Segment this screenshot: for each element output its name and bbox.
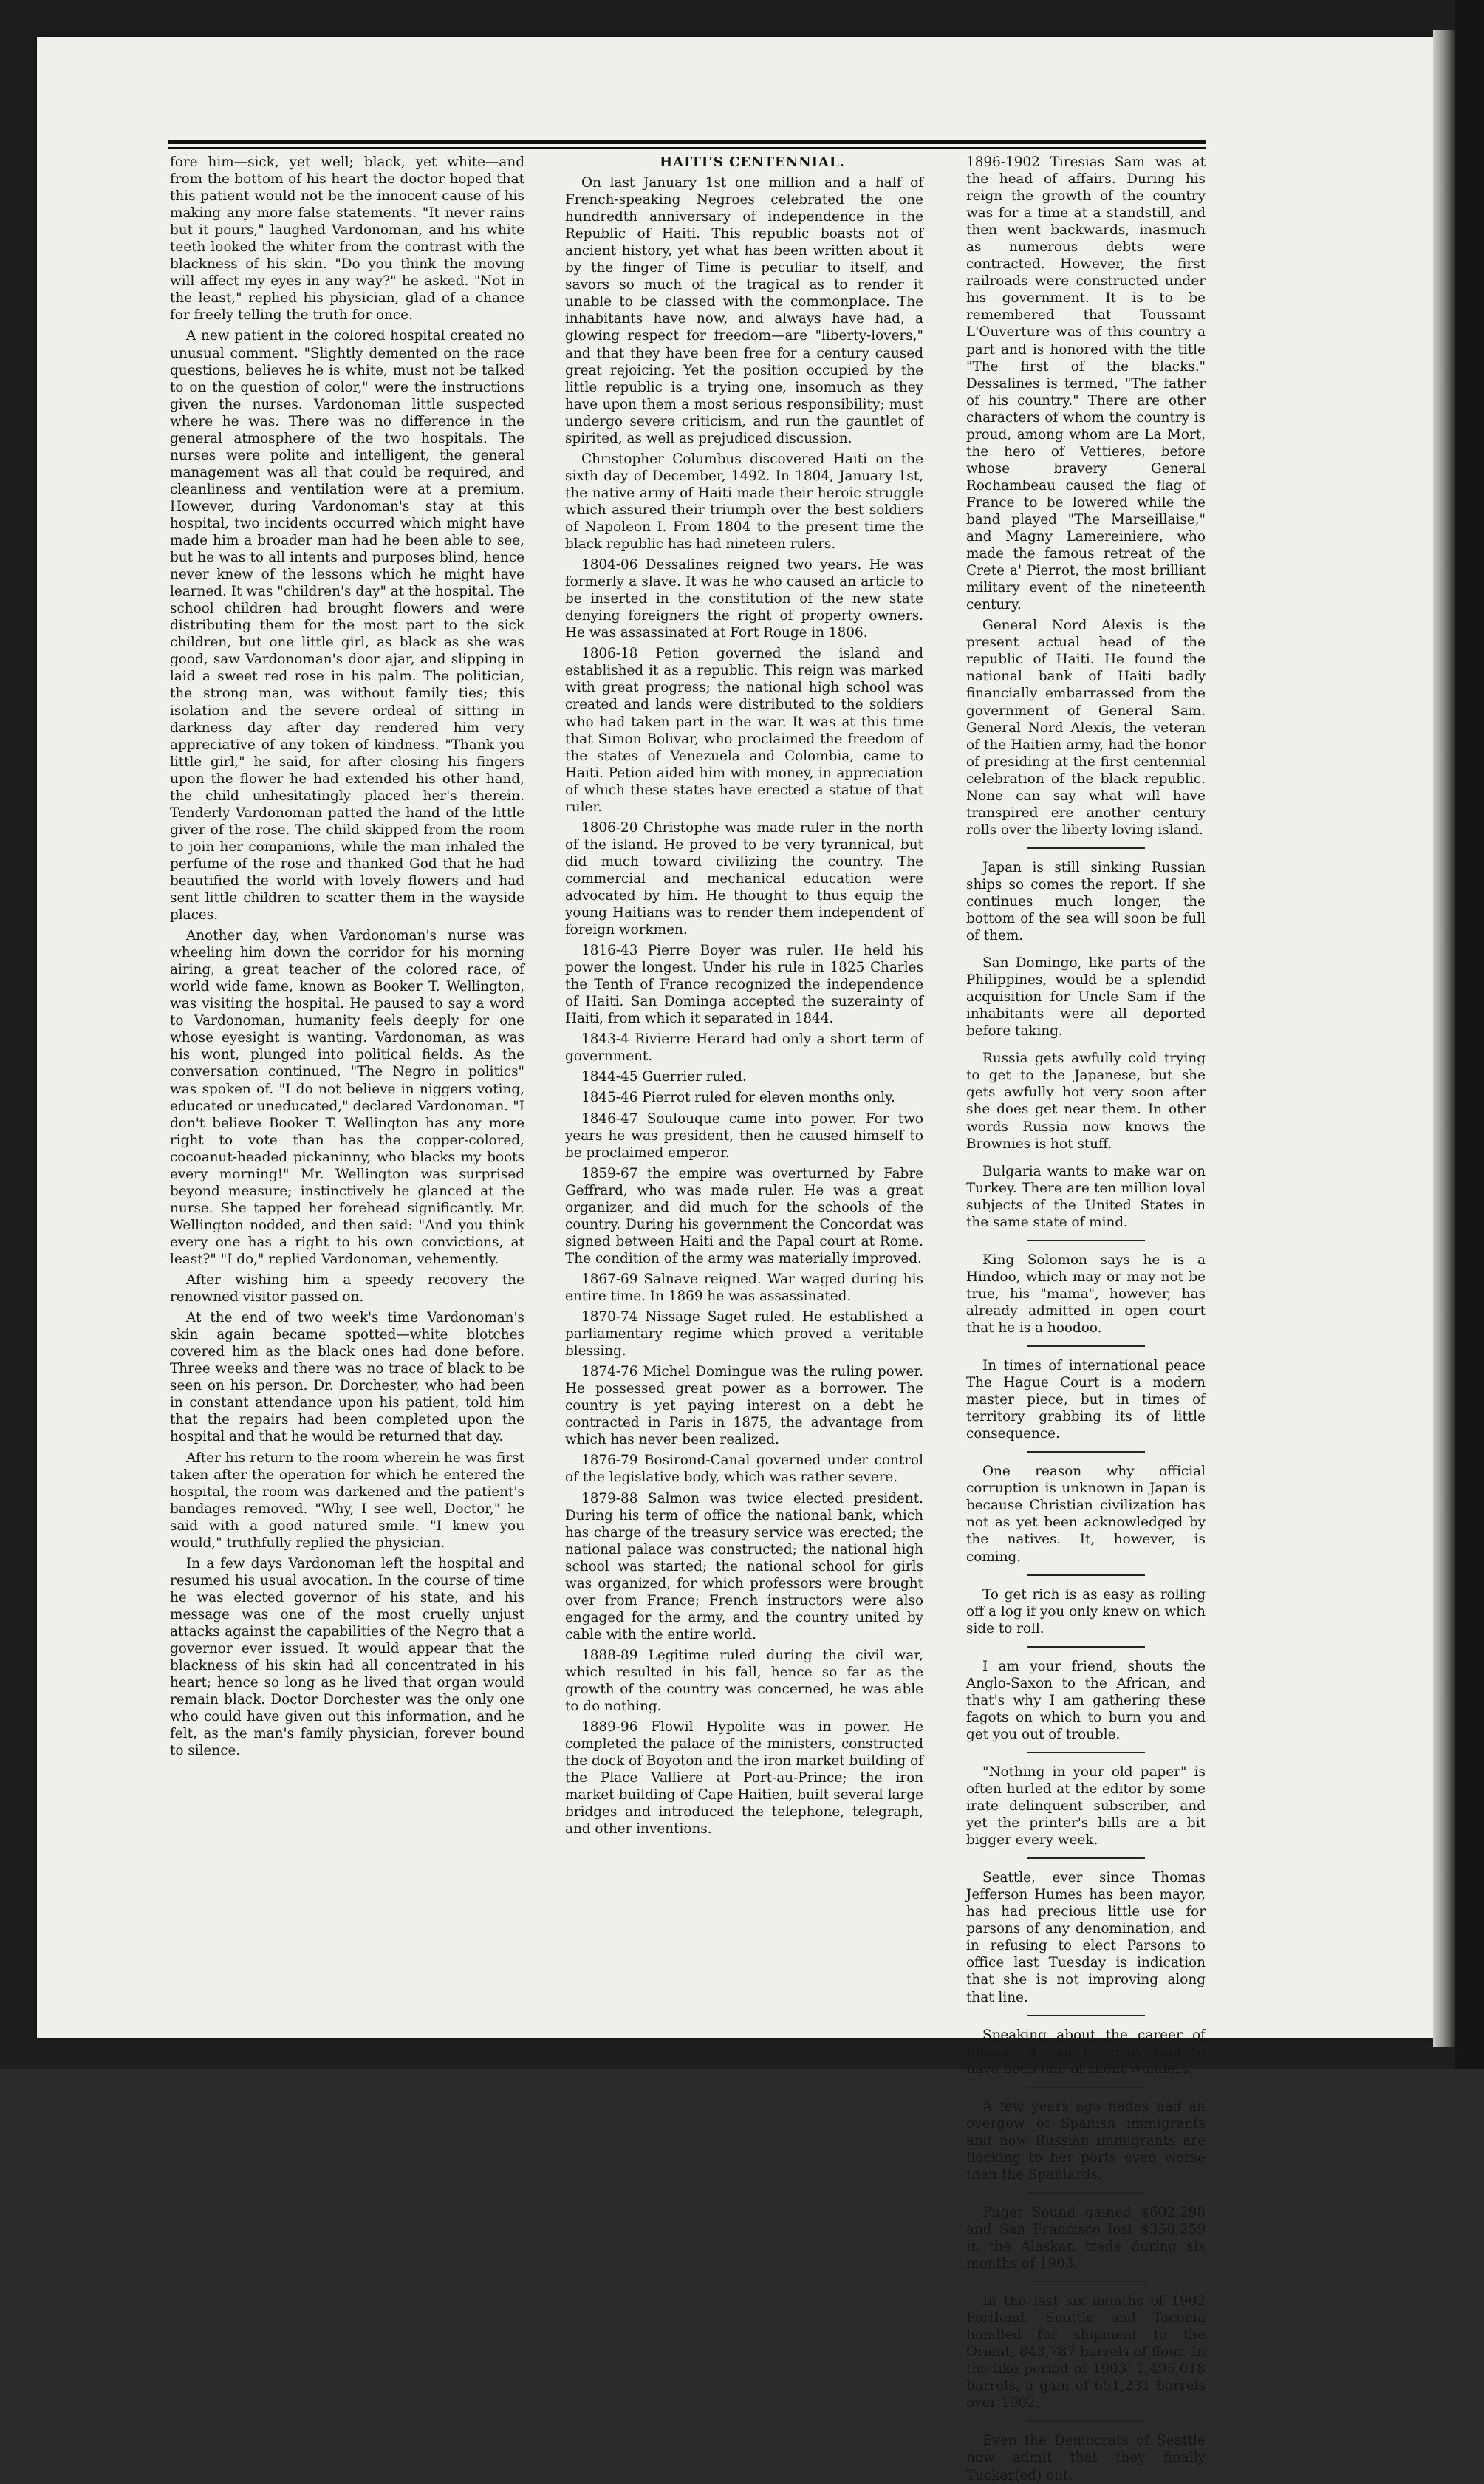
news-item: "Nothing in your old paper" is often hurled at the editor by some irate delinquent subscriber, and yet the printer's bills are a bit bigger every week. — [966, 1764, 1206, 1849]
separator — [1027, 2087, 1145, 2088]
paragraph: 1806-18 Petion governed the island and established it as a republic. This reign was marked with great progress; the national high school was created and lands were distributed to the soldiers who had taken part in the war. It was at this time that Simon Bolivar, who proclaimed the freedom of the states of Venezuela and Colombia, came to Haiti. Petion aided him with money, in appreciation of which these states have erected a statue of that ruler. — [565, 646, 923, 815]
paragraph: 1816-43 Pierre Boyer was ruler. He held his power the longest. Under his rule in 1825 Charles the Tenth of France recognized the independence of Haiti. San Dominga accepted the suzerainty of Haiti, from which it separated in 1844. — [565, 943, 923, 1027]
scan-border — [1455, 0, 1484, 2069]
separator — [1027, 1574, 1145, 1576]
column-middle — [565, 154, 923, 1838]
paragraph: A new patient in the colored hospital created no unusual comment. "Slightly demented on the race questions, believes he is white, must not be talked to on the question of color," were the instructions given the nurses. Vardonoman little suspected where he was. There was no difference in the general atmosphere of the two hospitals. The nurses were polite and intelligent, the general management was all that could be required, and cleanliness and ventilation were at a premium. However, during Vardonoman's stay at this hospital, two incidents occurred which might have made him a broader man had he been able to see, but he was to all intents and purposes blind, hence never knew of the lessons which he might have learned. It was "children's day" at the hospital. The school children had brought flowers and were distributing them for the most part to the sick children, but one little girl, as black as she was good, saw Vardonoman's door ajar, and slipping in laid a sweet red rose in his palm. The politician, the strong man, was without family ties; this isolation and the severe ordeal of sitting in darkness day after day rendered him very appreciative of any token of kindness. "Thank you little girl," he said, for after closing his fingers upon the flower he had extended his other hand, the child unhesitatingly placed her's therein. Tenderly Vardonoman patted the hand of the little giver of the rose. The child skipped from the room to join her companions, while the man inhaled the perfume of the rose and thanked God that he had beautified the world with lovely flowers and had sent little children to scatter them in the wayside places. — [170, 328, 524, 924]
spacer — [966, 944, 1206, 955]
news-item: I am your friend, shouts the Anglo-Saxon to the African, and that's why I am gathering these fagots on which to burn you and get you out of trouble. — [966, 1658, 1206, 1742]
column-right — [966, 154, 1206, 2484]
separator — [1027, 847, 1145, 849]
paragraph: 1896-1902 Tiresias Sam was at the head of affairs. During his reign the growth of the country was for a time at a standstill, and then went backwards, inasmuch as numerous debts were contracted. However, the first railroads were constructed under his government. It is to be remembered that Toussaint L'Ouverture was of this country a part and is honored with the title "The first of the blacks." Dessalines is termed, "The father of his country." There are other characters of whom the country is proud, among whom are La Mort, the hero of Vettieres, before whose bravery General Rochambeau caused the flag of France to be lowered while the band played "The Marseillaise," and Magny Lamereiniere, who made the famous retreat of the Crete a' Pierrot, the most brilliant military event of the nineteenth century. — [966, 154, 1206, 613]
spacer — [966, 1153, 1206, 1163]
paragraph: 1806-20 Christophe was made ruler in the north of the island. He proved to be very tyrannical, but did much toward civilizing the country. The commercial and mechanical education were advocated by him. He thought to thus equip the young Haitians was to render them independent of foreign workmen. — [565, 819, 923, 938]
paragraph: General Nord Alexis is the present actual head of the republic of Haiti. He found the national bank of Haiti badly financially embarrassed from the government of General Sam. General Nord Alexis, the veteran of the Haitien army, had the honor of presiding at the first centennial celebration of the black republic. None can say what will have transpired ere another century rolls over the liberty loving island. — [966, 618, 1206, 838]
separator — [1027, 1646, 1145, 1648]
paragraph: After wishing him a speedy recovery the renowned visitor passed on. — [170, 1272, 524, 1306]
paragraph: Another day, when Vardonoman's nurse was wheeling him down the corridor for his morning airing, a great teacher of the colored race, of world wide fame, known as Booker T. Wellington, was visiting the hospital. He paused to say a word to Vardonoman, humanity feels deeply for one whose eyesight is wanting. Vardonoman, as was his wont, plunged into political fields. As the conversation continued, "The Negro in politics" was spoken of. "I do not believe in niggers voting, educated or uneducated," declared Vardonoman. "I don't believe Booker T. Wellington has any more right to vote than has the copper-colored, cocoanut-headed pickaninny, who blacks my boots every morning!" Mr. Wellington was surprised beyond measure; instinctively he glanced at the nurse. She tapped her forehead significantly. Mr. Wellington nodded, and then said: "And you think every one has a right to his own convictions, at least?" "I do," replied Vardonoman, vehemently. — [170, 928, 524, 1267]
paragraph: 1888-89 Legitime ruled during the civil war, which resulted in his fall, hence so far as the growth of the country was concerned, he was able to do nothing. — [565, 1647, 923, 1715]
paragraph: 1804-06 Dessalines reigned two years. He was formerly a slave. It was he who caused an article to be inserted in the constitution of the new state denying foreigners the right of property owners. He was assassinated at Fort Rouge in 1806. — [565, 557, 923, 641]
separator — [1027, 2192, 1145, 2194]
news-item: San Domingo, like parts of the Philippines, would be a splendid acquisition for Uncle Sam if the inhabitants were all deported before taking. — [966, 955, 1206, 1040]
paragraph: Christopher Columbus discovered Haiti on the sixth day of December, 1492. In 1804, January 1st, the native army of Haiti made their heroic struggle which assured their triumph over the best soldiers of Napoleon I. From 1804 to the present time the black republic has had nineteen rulers. — [565, 451, 923, 553]
news-item: In the last six months of 1902 Portland, Seattle and Tacoma handled for shipment to the Orient, 843,787 barrels of flour. In the like period of 1903, 1,495,018 barrels, a gain of 651,231 barrels over 1902. — [966, 2293, 1206, 2412]
paragraph: 1874-76 Michel Domingue was the ruling power. He possessed great power as a borrower. The country is yet paying interest on a debt he contracted in Paris in 1875, the advantage from which has never been realized. — [565, 1364, 923, 1448]
separator — [1027, 1752, 1145, 1753]
paragraph: On last January 1st one million and a half of French-speaking Negroes celebrated the one hundredth anniversary of independence in the Republic of Haiti. This republic boasts not of ancient history, yet what has been written about it by the finger of Time is peculiar to itself, and savors so much of the tragical as to render it unable to be classed with the commonplace. The inhabitants have now, and always have had, a glowing respect for freedom—are "liberty-lovers," and that they have been free for a century caused great rejoicing. Yet the position occupied by the little republic is a trying one, insomuch as they have upon them a most serious responsibility; must undergo severe criticism, and run the gauntlet of spirited, as well as prejudiced discussion. — [565, 175, 923, 446]
news-item: Speaking about the career of Edison, it can be truly said to have been one of silent wonders. — [966, 2027, 1206, 2077]
news-item: Even the Democrats of Seattle now admit that they finally Tucker(ed) out. — [966, 2433, 1206, 2483]
paragraph: 1870-74 Nissage Saget ruled. He established a parliamentary regime which proved a veritable blessing. — [565, 1309, 923, 1359]
separator — [1027, 1451, 1145, 1453]
paragraph: 1844-45 Guerrier ruled. — [581, 1069, 747, 1085]
page-edge — [1433, 30, 1455, 2047]
separator — [1027, 1857, 1145, 1859]
column-left — [170, 154, 524, 1759]
header-rule-thin — [168, 147, 1206, 149]
paragraph: 1843-4 Rivierre Herard had only a short term of government. — [565, 1031, 923, 1065]
news-item: Bulgaria wants to make war on Turkey. There are ten million loyal subjects of the United States in the same state of mind. — [966, 1163, 1206, 1230]
paragraph: 1867-69 Salnave reigned. War waged during his entire time. In 1869 he was assassinated. — [565, 1271, 923, 1304]
news-item: Puget Sound gained $602,298 and San Francisco lost $350,259 in the Alaskan trade during six months of 1903. — [966, 2204, 1206, 2272]
spacer — [966, 1040, 1206, 1050]
separator — [1027, 1345, 1145, 1347]
separator — [1027, 2015, 1145, 2016]
separator — [1027, 2281, 1145, 2282]
header-rule — [168, 140, 1206, 144]
paragraph: 1859-67 the empire was overturned by Fabre Geffrard, who was made ruler. He was a great organizer, and did much for the schools of the country. During his government the Concordat was signed between Haiti and the Papal court at Rome. The condition of the army was materially improved. — [565, 1165, 923, 1266]
paragraph: In a few days Vardonoman left the hospital and resumed his usual avocation. In the course of time he was elected governor of his state, and his message was one of the most cruelly unjust attacks against the capabilities of the Negro that a governor ever issued. It would appear that the blackness of his skin had all concentrated in his heart; hence so long as he lived that organ would remain black. Doctor Dorchester was the only one who could have given out this information, and he felt, as the man's family physician, forever bound to silence. — [170, 1555, 524, 1759]
paragraph: 1889-96 Flowil Hypolite was in power. He completed the palace of the ministers, constructed the dock of Boyoton and the iron market building of the Place Valliere at Port-au-Prince; the iron market building of Cape Haitien, built several large bridges and introduced the telephone, telegraph, and other inventions. — [565, 1719, 923, 1838]
news-item: To get rich is as easy as rolling off a log if you only knew on which side to roll. — [966, 1586, 1206, 1637]
separator — [1027, 1240, 1145, 1241]
article-heading: HAITI'S CENTENNIAL. — [660, 154, 845, 170]
news-item: Japan is still sinking Russian ships so comes the report. If she continues much longer, the bottom of the sea will soon be full of them. — [966, 859, 1206, 944]
news-item: Russia gets awfully cold trying to get to the Japanese, but she gets awfully hot very soon after she does get near them. In other words Russia now knows the Brownies is hot stuff. — [966, 1051, 1206, 1152]
news-item: One reason why official corruption is unknown in Japan is because Christian civilization has not as yet been acknowledged by the natives. It, however, is coming. — [966, 1464, 1206, 1565]
news-item: Seattle, ever since Thomas Jefferson Humes has been mayor, has had precious little use for parsons of any denomination, and in refusing to elect Parsons to office last Tuesday is indication that she is not improving along that line. — [966, 1870, 1206, 2005]
paragraph: 1879-88 Salmon was twice elected president. During his term of office the national bank, which has charge of the treasury service was erected; the national palace was constructed; the national high school was started; the national school for girls was organized, for which professors were brought over from France; French instructors were also engaged for the army, and the country united by cable with the entire world. — [565, 1490, 923, 1642]
paragraph: 1846-47 Soulouque came into power. For two years he was president, then he caused himself to be proclaimed emperor. — [565, 1110, 923, 1161]
news-item: A few years ago hades had an overgow of Spanish immigrants and now Russian immigrants are flocking to her ports even worse than the Spaniards. — [966, 2098, 1206, 2183]
paragraph: 1876-79 Bosirond-Canal governed under control of the legislative body, which was rather severe. — [565, 1453, 923, 1486]
news-item: King Solomon says he is a Hindoo, which may or may not be true, his "mama", however, has already admitted in open court that he is a hoodoo. — [966, 1252, 1206, 1336]
paragraph: fore him—sick, yet well; black, yet white—and from the bottom of his heart the doctor hoped that this patient would not be the innocent cause of his making any more false statements. "It never rains but it pours," laughed Vardonoman, and his white teeth looked the whiter from the contrast with the blackness of his skin. "Do you think the moving will affect my eyes in any way?" he asked. "Not in the least," replied his physician, glad of a chance for freely telling the truth for once. — [170, 154, 524, 324]
paragraph: After his return to the room wherein he was first taken after the operation for which he entered the hospital, the room was darkened and the patient's bandages removed. "Why, I see well, Doctor," he said with a good natured smile. "I knew you would," truthfully replied the physician. — [170, 1450, 524, 1551]
paragraph: At the end of two week's time Vardonoman's skin again became spotted—white blotches covered him as the black ones had done before. Three weeks and there was no trace of black to be seen on his person. Dr. Dorchester, who had been in constant attendance upon his patient, told him that the repairs had been completed upon the hospital and that he would be returned that day. — [170, 1310, 524, 1445]
paragraph: 1845-46 Pierrot ruled for eleven months only. — [581, 1090, 895, 1106]
news-item: In times of international peace The Hague Court is a modern master piece, but in times of territory grabbing its of little consequence. — [966, 1358, 1206, 1442]
separator — [1027, 2420, 1145, 2422]
